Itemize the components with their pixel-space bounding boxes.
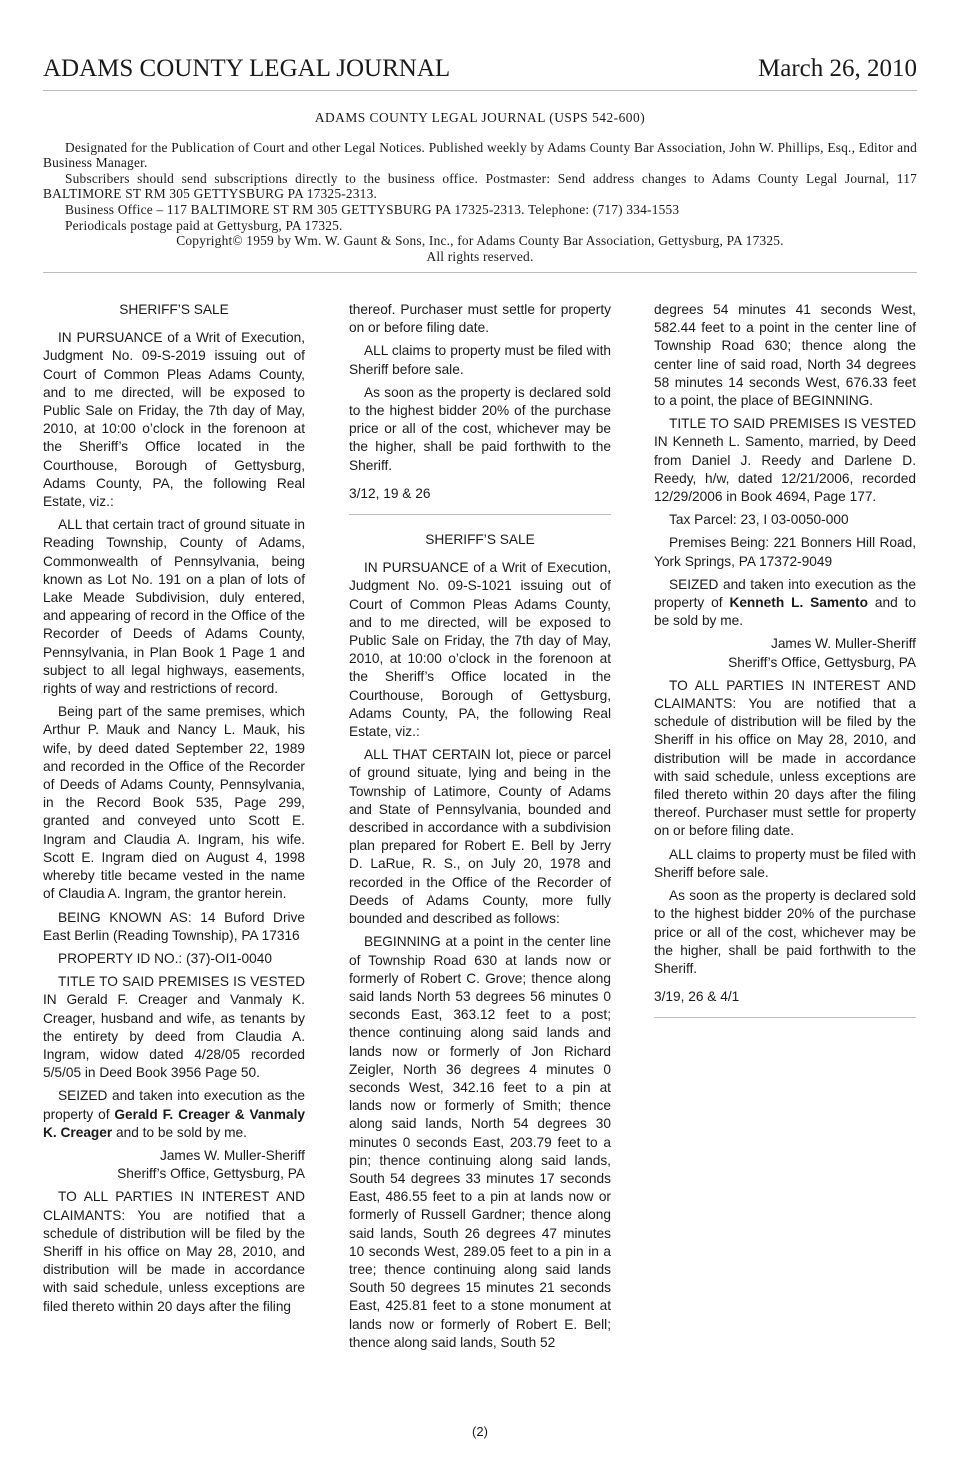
sale1-signature-office: Sheriff’s Office, Gettysburg, PA	[117, 1166, 305, 1182]
sale1-parties-notice: TO ALL PARTIES IN INTEREST AND CLAIMANTS: You are notified that a schedule of distribution will be filed by the Sheriff in his office on May 28, 2010, and distribution will be made in accordance with said schedule, unless exceptions are filed thereto within 20 days after the filing	[43, 1189, 305, 1314]
sale2-heading: SHERIFF’S SALE	[425, 532, 535, 548]
divider	[349, 514, 611, 515]
issue-date: March 26, 2010	[758, 55, 917, 82]
sale2-premises: Premises Being: 221 Bonners Hill Road, York Springs, PA 17372-9049	[654, 535, 916, 569]
sale2-tax-parcel: Tax Parcel: 23, I 03-0050-000	[669, 512, 849, 528]
sale1-dates: 3/12, 19 & 26	[349, 485, 431, 501]
sale2-claims: ALL claims to property must be filed with Sheriff before sale.	[654, 846, 916, 880]
sale1-seized-post: and to be sold by me.	[112, 1124, 247, 1140]
sale1-seized-name: Gerald F. Creager & Vanmaly K. Creager	[43, 1106, 305, 1140]
column-3	[654, 301, 916, 1034]
masthead-rights: All rights reserved.	[426, 248, 534, 264]
sale1-seized-pre: SEIZED and taken into execution as the property of	[43, 1088, 305, 1122]
divider	[654, 1017, 916, 1018]
sale2-dates: 3/19, 26 & 4/1	[654, 989, 740, 1005]
sale1-bidder: As soon as the property is declared sold to the highest bidder 20% of the purchase price or all of the cost, whichever may be the higher, shall be paid forthwith to the Sheriff.	[349, 384, 611, 473]
sale1-property-id: PROPERTY ID NO.: (37)-OI1-0040	[58, 950, 273, 966]
sale2-seized-post: and to be sold by me.	[654, 595, 917, 629]
sale1-premises-paragraph: Being part of the same premises, which Arthur P. Mauk and Nancy L. Mauk, his wife, by deed dated September 22, 1989 and recorded in the Office of the Recorder of Deeds of Adams County, Pennsylvania, in the Record Book 535, Page 299, granted and conveyed unto Scott E. Ingram and Claudia A. Ingram, his wife. Scott E. Ingram died on August 4, 1998 whereby title became vested in the name of Claudia A. Ingram, the grantor herein.	[43, 704, 305, 902]
sale2-beginning-cont: degrees 54 minutes 41 seconds West, 582.44 feet to a point in the center line of Township Road 630; thence along the center line of said road, North 34 degrees 58 minutes 14 seconds West, 676.33 feet to a point, the place of BEGINNING.	[654, 302, 916, 409]
sale1-writ-paragraph: IN PURSUANCE of a Writ of Execution, Judgment No. 09-S-2019 issuing out of Court of Common Pleas Adams County, and to me directed, will be exposed to Public Sale on Friday, the 7th day of May, 2010, at 10:00 o’clock in the forenoon at the Sheriff’s Office located in the Courthouse, Borough of Gettysburg, Adams County, PA, the following Real Estate, viz.:	[43, 330, 305, 510]
sale1-title-vested: TITLE TO SAID PREMISES IS VESTED IN Gerald F. Creager and Vanmaly K. Creager, husband and wife, as tenants by the entirety by deed from Claudia A. Ingram, widow dated 4/28/05 recorded 5/5/05 in Deed Book 3956 Page 50.	[43, 974, 305, 1081]
sale2-writ-paragraph: IN PURSUANCE of a Writ of Execution, Judgment No. 09-S-1021 issuing out of Court of Common Pleas Adams County, and to me directed, will be exposed to Public Sale on Friday, the 7th day of May, 2010, at 10:00 o’clock in the forenoon at the Sheriff’s Office located in the Courthouse, Borough of Gettysburg, Adams County, PA, the following Real Estate, viz.:	[349, 560, 611, 740]
masthead-designation: Designated for the Publication of Court and other Legal Notices. Published weekly by Adams County Bar Association, John W. Phillips, Esq., Editor and Business Manager.	[43, 139, 917, 171]
masthead-subscribers: Subscribers should send subscriptions directly to the business office. Postmaster: Send address changes to Adams County Legal Journal, 117 BALTIMORE ST RM 305 GETTYSBURG PA 17325-2313.	[43, 170, 917, 202]
sale2-seized	[654, 576, 916, 631]
sale1-known-as: BEING KNOWN AS: 14 Buford Drive East Berlin (Reading Township), PA 17316	[43, 909, 305, 943]
sale1-seized	[43, 1087, 305, 1142]
masthead-copyright: Copyright© 1959 by Wm. W. Gaunt & Sons, Inc., for Adams County Bar Association, Gettysburg, PA 17325.	[176, 233, 784, 249]
sale2-lot-paragraph: ALL THAT CERTAIN lot, piece or parcel of ground situate, lying and being in the Township of Latimore, County of Adams and State of Pennsylvania, bounded and described in accordance with a subdivision plan prepared for Robert E. Bell by Jerry D. LaRue, R. S., on July 20, 1978 and recorded in the Office of the Recorder of Deeds of Adams County, more fully bounded and described as follows:	[349, 747, 611, 927]
sale2-parties-notice: TO ALL PARTIES IN INTEREST AND CLAIMANTS: You are notified that a schedule of distribution will be filed by the Sheriff in his office on May 28, 2010, and distribution will be made in accordance with said schedule, unless exceptions are filed thereto within 20 days after the filing thereof. Purchaser must settle for property on or before filing date.	[654, 677, 916, 839]
masthead	[43, 110, 917, 273]
page-number: (2)	[472, 1424, 488, 1439]
sale2-signature-office: Sheriff’s Office, Gettysburg, PA	[728, 654, 916, 670]
masthead-title: ADAMS COUNTY LEGAL JOURNAL (USPS 542-600)	[314, 110, 646, 125]
column-2	[349, 301, 611, 1357]
sale2-bidder: As soon as the property is declared sold to the highest bidder 20% of the purchase price or all of the cost, whichever may be the higher, shall be paid forthwith to the Sheriff.	[654, 888, 916, 976]
sale1-signature-name: James W. Muller-Sheriff	[159, 1147, 305, 1163]
sale1-parties-notice-cont: thereof. Purchaser must settle for property on or before filing date.	[349, 302, 611, 336]
sale2-seized-pre: SEIZED and taken into execution as the property of	[654, 576, 916, 611]
sale2-seized-name: Kenneth L. Samento	[729, 595, 868, 611]
column-1	[43, 301, 305, 1321]
masthead-business-office: Business Office – 117 BALTIMORE ST RM 305 GETTYSBURG PA 17325-2313. Telephone: (717) 334-1553	[65, 201, 680, 217]
sale2-beginning-paragraph: BEGINNING at a point in the center line of Township Road 630 at lands now or formerly of Robert C. Grove; thence along said lands North 53 degrees 56 minutes 0 seconds East, 363.12 feet to a post; thence continuing along said lands and lands now or formerly of Jon Richard Zeigler, North 36 degrees 4 minutes 0 seconds West, 342.16 feet to a pin at lands now or formerly of Smith; thence along said lands, North 54 degrees 30 minutes 0 seconds East, 203.79 feet to a pin; thence continuing along said lands, South 54 degrees 33 minutes 17 seconds East, 486.55 feet to a pin at lands now or formerly of Russell Gardner; thence along said lands, South 26 degrees 47 minutes 10 seconds West, 289.05 feet to a pin in a tree; thence continuing along said lands South 50 degrees 15 minutes 21 seconds East, 425.81 feet to a stone monument at lands now or formerly of Robert E. Bell; thence along said lands, South 52	[349, 934, 611, 1350]
masthead-periodicals: Periodicals postage paid at Gettysburg, PA 17325.	[65, 217, 343, 233]
sale1-tract-paragraph: ALL that certain tract of ground situate in Reading Township, County of Adams, Commonwealth of Pennsylvania, being known as Lot No. 191 on a plan of lots of Lake Meade Subdivision, duly entered, and appearing of record in the Office of the Recorder of Deeds of Adams County, Pennsylvania, in Plan Book 1 Page 1 and subject to all legal highways, easements, rights of way and restrictions of record.	[43, 517, 305, 697]
sale2-title-vested: TITLE TO SAID PREMISES IS VESTED IN Kenneth L. Samento, married, by Deed from Daniel J. Reedy and Darlene D. Reedy, h/w, dated 12/21/2006, recorded 12/29/2006 in Book 4694, Page 177.	[654, 416, 916, 505]
sale1-heading: SHERIFF’S SALE	[119, 302, 229, 317]
journal-title: ADAMS COUNTY LEGAL JOURNAL	[43, 55, 451, 82]
sale1-claims: ALL claims to property must be filed with Sheriff before sale.	[349, 343, 611, 377]
sale2-signature-name: James W. Muller-Sheriff	[770, 636, 916, 652]
running-header	[43, 50, 917, 91]
